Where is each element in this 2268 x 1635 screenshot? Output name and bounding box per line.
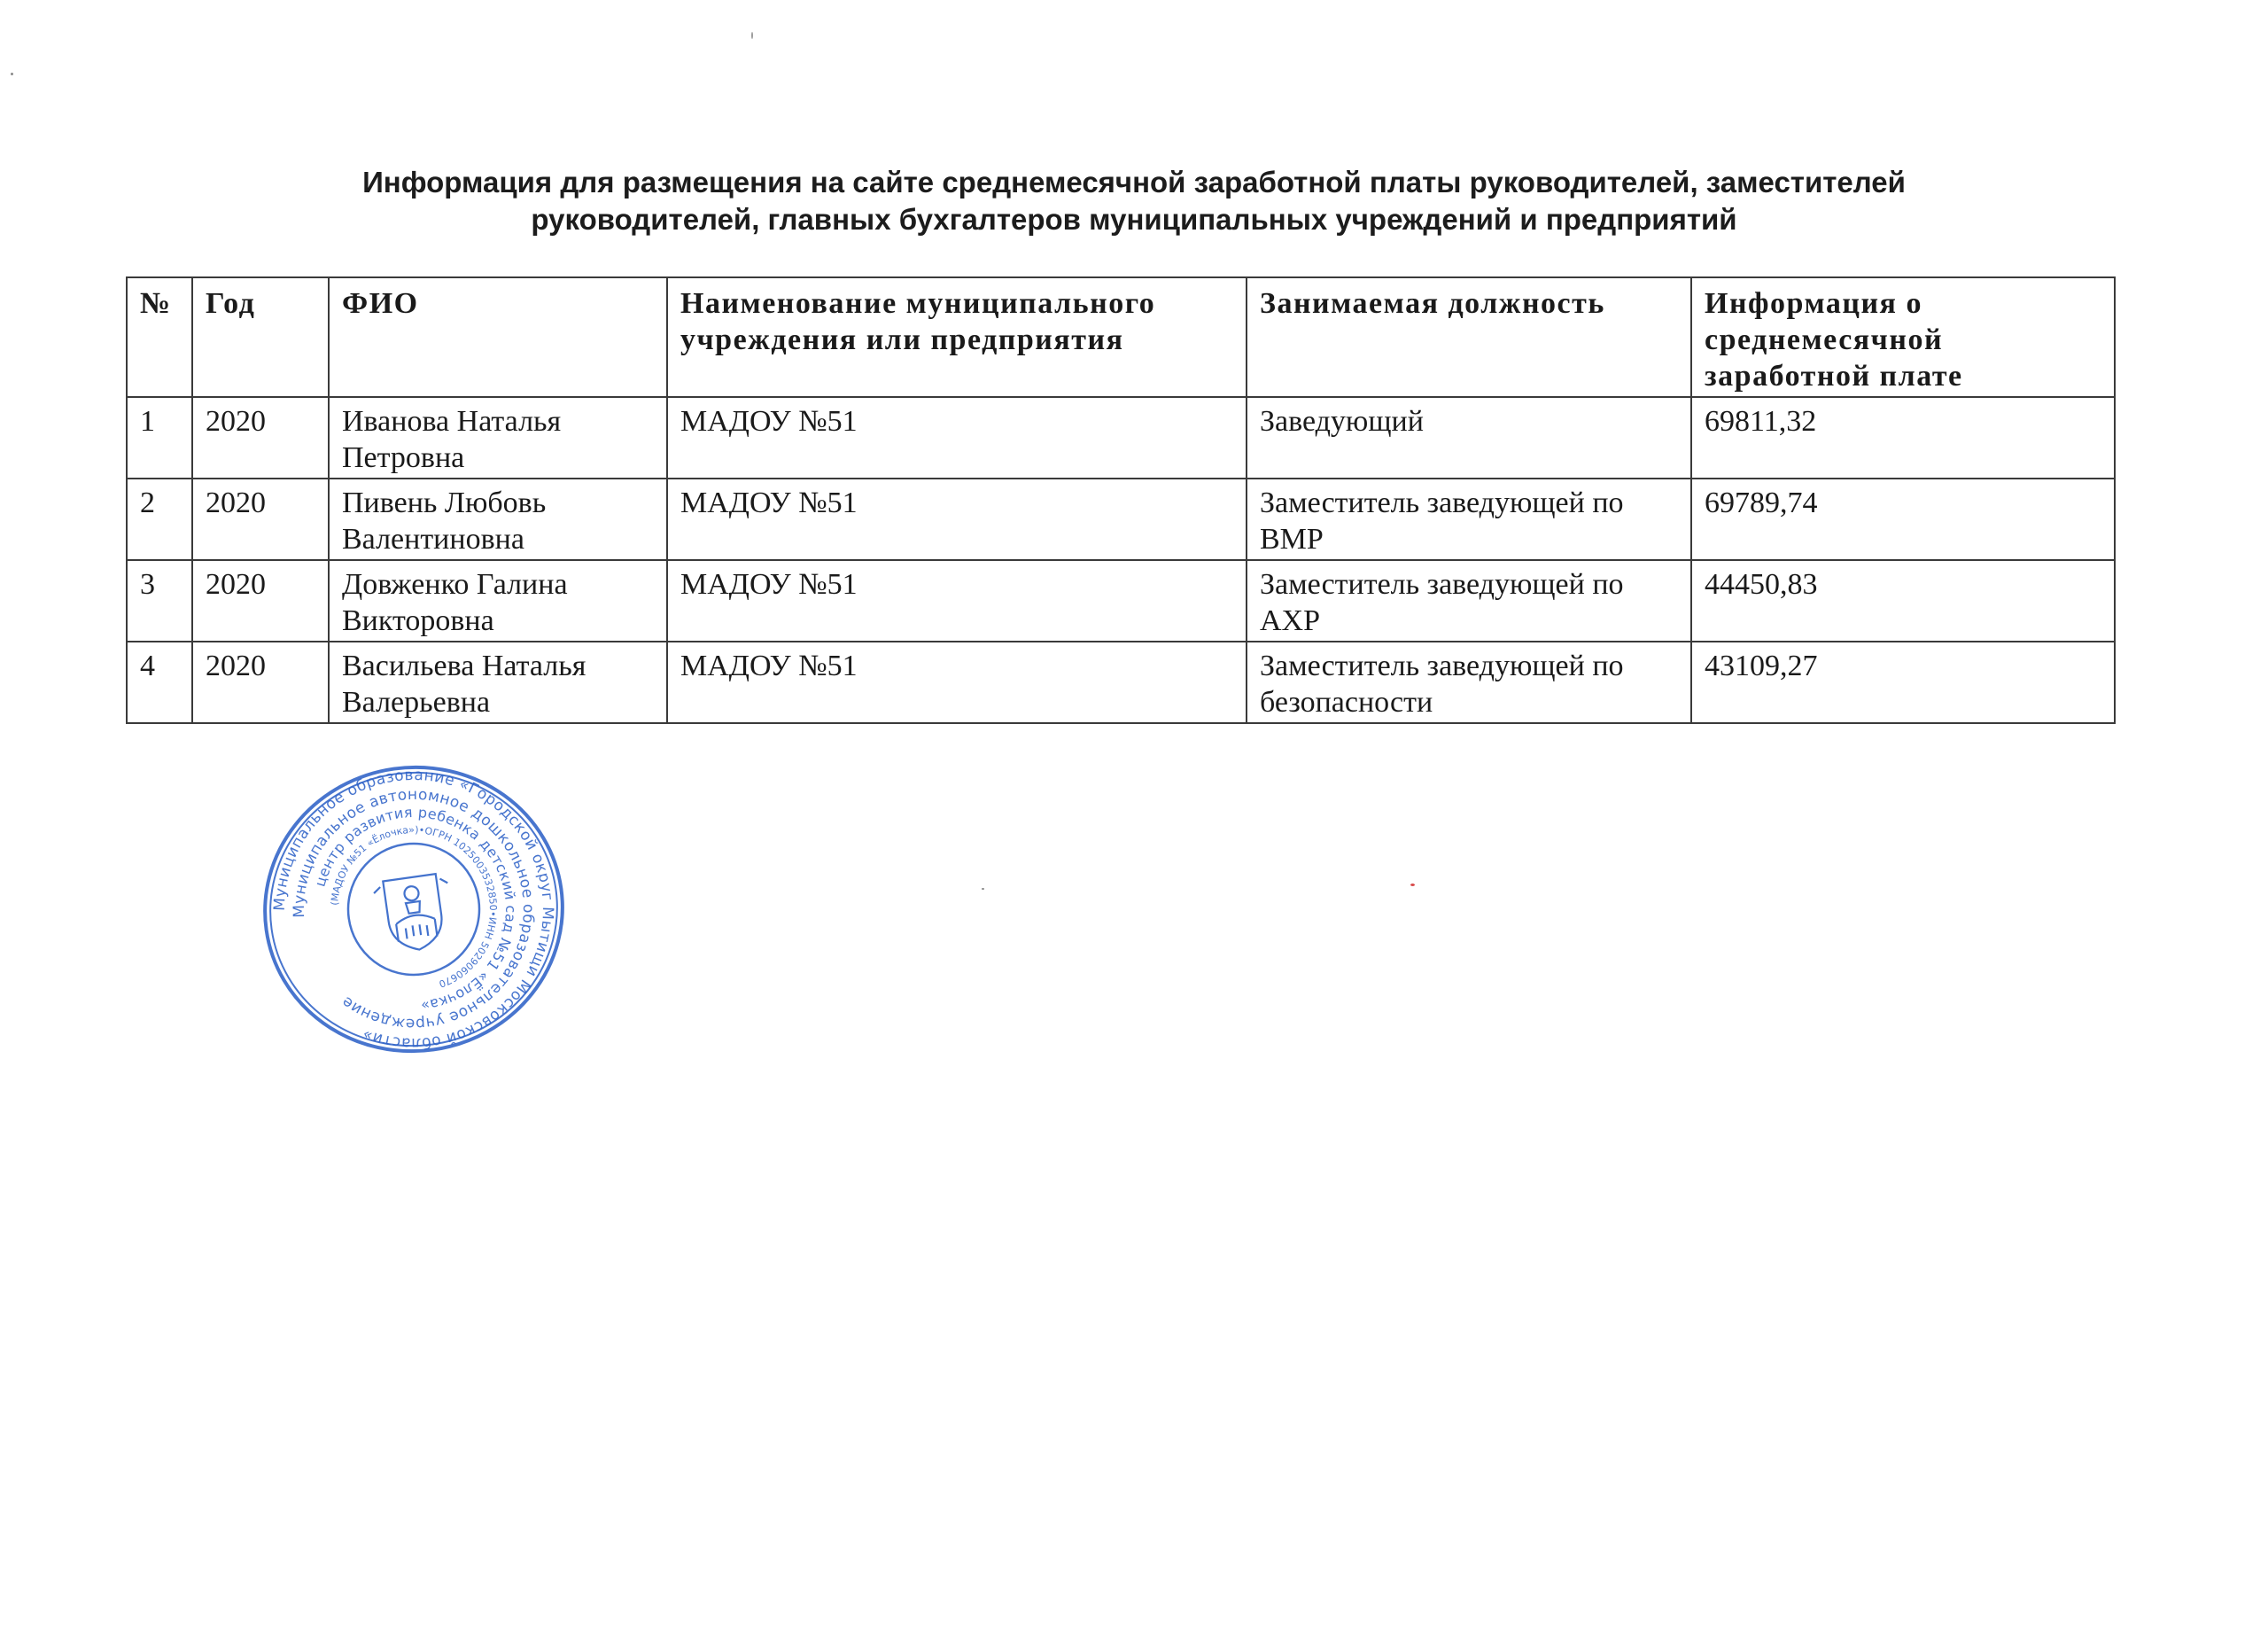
cell-fio: Довженко Галина Викторовна <box>329 560 667 642</box>
header-position: Занимаемая должность <box>1247 277 1691 397</box>
cell-number: 2 <box>127 479 192 560</box>
cell-salary: 69811,32 <box>1691 397 2115 479</box>
header-fio: ФИО <box>329 277 667 397</box>
scan-speck <box>751 32 753 39</box>
seal-inner-ring <box>339 835 487 983</box>
cell-salary: 69789,74 <box>1691 479 2115 560</box>
cell-position: Заведующий <box>1247 397 1691 479</box>
seal-inner-text: центр развития ребенка детский сад №51 «Ёлочка» <box>311 803 520 1015</box>
salary-table <box>126 276 2116 724</box>
header-organization: Наименование муниципального учреждения или предприятия <box>667 277 1247 397</box>
scan-speck <box>1410 884 1415 886</box>
cell-year: 2020 <box>192 397 329 479</box>
cell-year: 2020 <box>192 479 329 560</box>
table-row <box>127 479 2115 560</box>
page-title-line-2: руководителей, главных бухгалтеров муниципальных учреждений и предприятий <box>531 203 1737 236</box>
header-year: Год <box>192 277 329 397</box>
cell-number: 1 <box>127 397 192 479</box>
table-row <box>127 560 2115 642</box>
seal-outer-text: Муниципальное образование «Городской округ Мытищи Московской области» <box>270 766 557 1053</box>
cell-position: Заместитель заведующей по безопасности <box>1247 642 1691 723</box>
table-row <box>127 397 2115 479</box>
header-number: № <box>127 277 192 397</box>
scan-speck <box>11 73 13 75</box>
cell-salary: 44450,83 <box>1691 560 2115 642</box>
cell-organization: МАДОУ №51 <box>667 560 1247 642</box>
seal-small-text: (МАДОУ №51 «Ёлочка»)•ОГРН 1025003532850•ИНН 5029060670 <box>329 823 500 990</box>
table-header-row <box>127 277 2115 397</box>
cell-organization: МАДОУ №51 <box>667 642 1247 723</box>
header-salary: Информация о среднемесячной заработной плате <box>1691 277 2115 397</box>
cell-number: 3 <box>127 560 192 642</box>
scan-speck <box>982 888 984 890</box>
table-row <box>127 642 2115 723</box>
cell-fio: Пивень Любовь Валентиновна <box>329 479 667 560</box>
official-seal <box>259 762 569 1056</box>
cell-position: Заместитель заведующей по ВМР <box>1247 479 1691 560</box>
page-title <box>0 164 2268 238</box>
cell-year: 2020 <box>192 642 329 723</box>
cell-year: 2020 <box>192 560 329 642</box>
cell-fio: Иванова Наталья Петровна <box>329 397 667 479</box>
page-title-line-1: Информация для размещения на сайте среднемесячной заработной платы руководителей, заместителей <box>362 166 1906 199</box>
cell-fio: Васильева Наталья Валерьевна <box>329 642 667 723</box>
coat-of-arms-icon <box>372 873 456 955</box>
seal-middle-text: Муниципальное автономное дошкольное образовательное учреждение <box>290 785 538 1033</box>
cell-number: 4 <box>127 642 192 723</box>
cell-position: Заместитель заведующей по АХР <box>1247 560 1691 642</box>
cell-organization: МАДОУ №51 <box>667 397 1247 479</box>
cell-salary: 43109,27 <box>1691 642 2115 723</box>
cell-organization: МАДОУ №51 <box>667 479 1247 560</box>
